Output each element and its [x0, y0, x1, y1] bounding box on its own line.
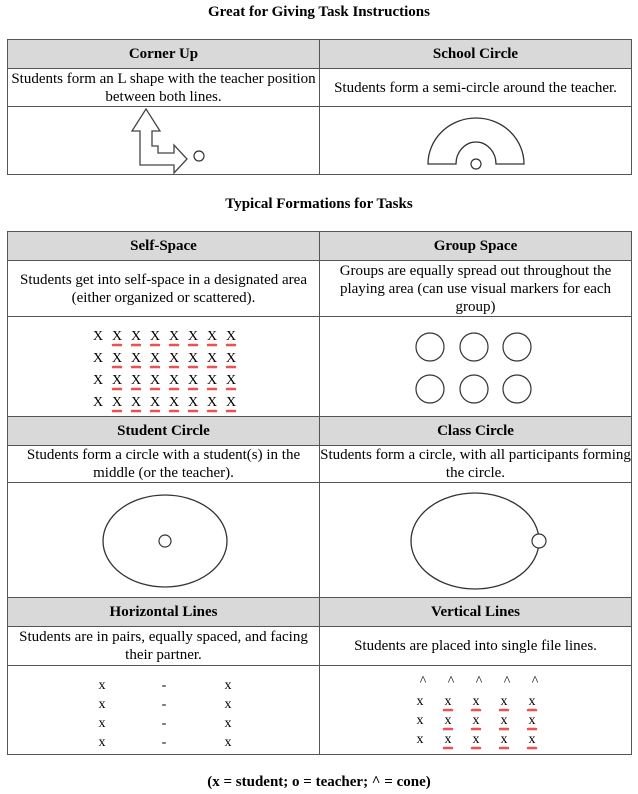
class-circle-desc: Students form a circle, with all participants forming the circle. — [320, 447, 631, 481]
spellcheck-underline — [226, 410, 236, 412]
spellcheck-underline — [150, 388, 160, 390]
student-mark: X — [92, 350, 104, 366]
student-mark: x — [224, 715, 232, 731]
corner-up-diagram — [8, 107, 320, 175]
student-mark: X — [168, 350, 180, 366]
student-mark: x — [444, 693, 452, 709]
student-mark: x — [416, 712, 424, 728]
spellcheck-underline — [188, 366, 198, 368]
self-space-desc: Students get into self-space in a designated area (either organized or scattered). — [8, 261, 320, 317]
student-mark: X — [187, 328, 199, 344]
student-mark: X — [187, 350, 199, 366]
group-space-diagram — [320, 317, 632, 417]
cone-mark: ^ — [447, 673, 455, 689]
student-mark: X — [149, 372, 161, 388]
group-marker — [416, 333, 444, 361]
group-space-desc: Groups are equally spread out throughout the playing area (can use visual markers for each group) — [320, 261, 632, 317]
gap-mark: - — [161, 715, 167, 731]
student-mark: X — [149, 394, 161, 410]
spellcheck-underline — [188, 410, 198, 412]
student-mark: x — [98, 696, 106, 712]
student-mark: x — [472, 731, 480, 747]
student-mark: x — [224, 696, 232, 712]
gap-mark: - — [161, 696, 167, 712]
spellcheck-underline — [169, 366, 179, 368]
self-space-diagram — [8, 317, 320, 417]
spellcheck-underline — [188, 388, 198, 390]
student-mark: x — [472, 693, 480, 709]
spellcheck-underline — [226, 344, 236, 346]
school-circle-desc: Students form a semi-circle around the teacher. — [320, 69, 632, 107]
instructions-table — [7, 39, 632, 175]
circle-formation — [411, 493, 539, 589]
spellcheck-underline — [443, 728, 453, 730]
student-mark: x — [98, 734, 106, 750]
spellcheck-underline — [207, 366, 217, 368]
class-circle-header: Class Circle — [320, 417, 632, 446]
student-mark: X — [92, 372, 104, 388]
horizontal-lines-header: Horizontal Lines — [8, 598, 320, 627]
student-mark: X — [149, 328, 161, 344]
student-mark: x — [528, 712, 536, 728]
student-mark: X — [206, 372, 218, 388]
spellcheck-underline — [131, 410, 141, 412]
student-mark: x — [98, 715, 106, 731]
student-mark: x — [444, 712, 452, 728]
teacher-marker — [159, 535, 171, 547]
spellcheck-underline — [499, 709, 509, 711]
self-space-header: Self-Space — [8, 232, 320, 261]
spellcheck-underline — [207, 410, 217, 412]
student-mark: X — [206, 394, 218, 410]
student-mark: X — [206, 328, 218, 344]
student-mark: x — [472, 712, 480, 728]
spellcheck-underline — [207, 388, 217, 390]
spellcheck-underline — [471, 709, 481, 711]
student-mark: X — [92, 394, 104, 410]
spellcheck-underline — [226, 366, 236, 368]
student-mark: x — [500, 731, 508, 747]
student-mark: X — [225, 328, 237, 344]
spellcheck-underline — [169, 388, 179, 390]
legend: (x = student; o = teacher; ^ = cone) — [207, 774, 431, 790]
spellcheck-underline — [471, 728, 481, 730]
spellcheck-underline — [443, 747, 453, 749]
gap-mark: - — [161, 677, 167, 693]
group-marker — [503, 333, 531, 361]
spellcheck-underline — [499, 747, 509, 749]
spellcheck-underline — [471, 747, 481, 749]
class-circle-diagram — [320, 483, 632, 598]
semi-circle-icon — [428, 118, 524, 164]
cone-mark: ^ — [419, 673, 427, 689]
horizontal-lines-desc: Students are in pairs, equally spaced, and facing their partner. — [8, 627, 320, 666]
student-mark: X — [130, 350, 142, 366]
gap-mark: - — [161, 734, 167, 750]
teacher-marker — [532, 534, 546, 548]
student-mark: X — [168, 372, 180, 388]
vertical-lines-diagram — [320, 666, 632, 755]
group-marker — [460, 375, 488, 403]
spellcheck-underline — [527, 709, 537, 711]
student-mark: x — [444, 731, 452, 747]
student-mark: x — [528, 693, 536, 709]
student-mark: X — [130, 394, 142, 410]
student-mark: X — [225, 394, 237, 410]
corner-up-arrow-icon — [132, 109, 187, 173]
spellcheck-underline — [112, 388, 122, 390]
student-mark: X — [187, 372, 199, 388]
spellcheck-underline — [169, 344, 179, 346]
spellcheck-underline — [131, 366, 141, 368]
student-mark: X — [130, 328, 142, 344]
spellcheck-underline — [150, 410, 160, 412]
teacher-marker — [471, 159, 481, 169]
group-marker — [460, 333, 488, 361]
student-mark: X — [225, 372, 237, 388]
spellcheck-underline — [150, 366, 160, 368]
corner-up-header: Corner Up — [8, 40, 320, 69]
vertical-lines-desc: Students are placed into single file lines. — [320, 627, 632, 666]
spellcheck-underline — [131, 388, 141, 390]
spellcheck-underline — [112, 366, 122, 368]
spellcheck-underline — [112, 344, 122, 346]
student-circle-header: Student Circle — [8, 417, 320, 446]
student-mark: X — [206, 350, 218, 366]
student-mark: X — [168, 328, 180, 344]
student-mark: X — [111, 372, 123, 388]
student-mark: X — [111, 394, 123, 410]
student-mark: x — [528, 731, 536, 747]
student-mark: X — [111, 328, 123, 344]
student-mark: X — [111, 350, 123, 366]
student-mark: x — [416, 731, 424, 747]
student-mark: X — [168, 394, 180, 410]
student-mark: X — [92, 328, 104, 344]
student-mark: X — [149, 350, 161, 366]
horizontal-lines-diagram — [8, 666, 320, 755]
spellcheck-underline — [169, 410, 179, 412]
student-mark: x — [98, 677, 106, 693]
cone-mark: ^ — [475, 673, 483, 689]
spellcheck-underline — [150, 344, 160, 346]
group-space-header: Group Space — [320, 232, 632, 261]
spellcheck-underline — [207, 344, 217, 346]
teacher-marker — [194, 151, 204, 161]
student-mark: x — [416, 693, 424, 709]
spellcheck-underline — [527, 728, 537, 730]
student-circle-desc: Students form a circle with a student(s) in the middle (or the teacher). — [8, 446, 320, 483]
spellcheck-underline — [443, 709, 453, 711]
formations-table — [7, 231, 632, 755]
section-title-formations: Typical Formations for Tasks — [225, 196, 413, 212]
student-mark: X — [187, 394, 199, 410]
spellcheck-underline — [188, 344, 198, 346]
cone-mark: ^ — [503, 673, 511, 689]
student-mark: X — [225, 350, 237, 366]
student-mark: x — [224, 734, 232, 750]
student-mark: x — [500, 693, 508, 709]
vertical-lines-header: Vertical Lines — [320, 598, 632, 627]
student-circle-diagram — [8, 483, 320, 598]
spellcheck-underline — [527, 747, 537, 749]
school-circle-header: School Circle — [320, 40, 632, 69]
group-marker — [503, 375, 531, 403]
school-circle-diagram — [320, 107, 632, 175]
group-marker — [416, 375, 444, 403]
section-title-instructions: Great for Giving Task Instructions — [208, 4, 430, 20]
student-mark: x — [500, 712, 508, 728]
spellcheck-underline — [226, 388, 236, 390]
student-mark: X — [130, 372, 142, 388]
cone-mark: ^ — [531, 673, 539, 689]
spellcheck-underline — [112, 410, 122, 412]
spellcheck-underline — [131, 344, 141, 346]
corner-up-desc: Students form an L shape with the teacher position between both lines. — [8, 69, 320, 107]
student-mark: x — [224, 677, 232, 693]
spellcheck-underline — [499, 728, 509, 730]
